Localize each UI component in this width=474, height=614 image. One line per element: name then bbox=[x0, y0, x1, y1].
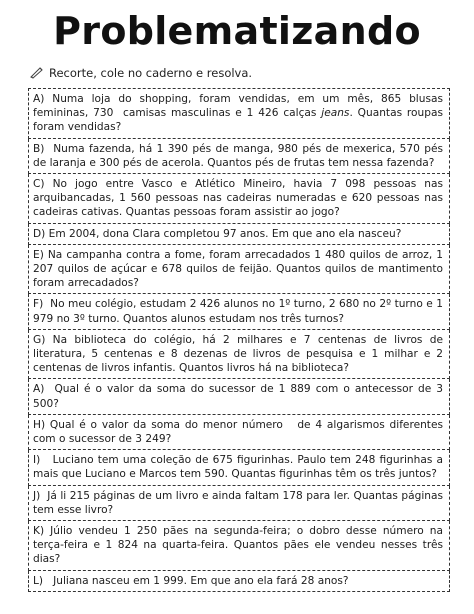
problem-text: F) No meu colégio, estudam 2 426 alunos no 1º turno, 2 680 no 2º turno e 1 979 no 3º turno. Quantos alunos estudam nos três turnos? bbox=[33, 298, 447, 325]
problem-k bbox=[28, 521, 450, 571]
problem-text: B) Numa fazenda, há 1 390 pés de manga, 980 pés de mexerica, 570 pés de laranja e 300 pés de acerola. Quantos pés de frutas tem nessa fazenda? bbox=[33, 142, 447, 169]
problem-a2 bbox=[28, 379, 450, 414]
problem-text: A) Numa loja do shopping, foram vendidas, em um mês, 865 blusas femininas, 730 camisas masculinas e 1 426 calças jeans. Quantas roupas foram vendidas? bbox=[33, 93, 447, 134]
problem-i bbox=[28, 450, 450, 485]
problem-l bbox=[28, 571, 450, 592]
problem-d bbox=[28, 224, 450, 245]
page-title: Problematizando bbox=[53, 9, 421, 53]
problem-text: K) Júlio vendeu 1 250 pães na segunda-feira; o dobro desse número na terça-feira e 1 824 na quarta-feira. Quantos pães ele vendeu nesses três dias? bbox=[33, 525, 447, 566]
instruction bbox=[30, 66, 252, 80]
problem-h bbox=[28, 415, 450, 450]
problem-text: L) Juliana nasceu em 1 999. Em que ano ela fará 28 anos? bbox=[33, 574, 349, 587]
problem-b bbox=[28, 139, 450, 174]
problem-text: A) Qual é o valor da soma do sucessor de 1 889 com o antecessor de 3 500? bbox=[33, 383, 447, 410]
problem-text: I) Luciano tem uma coleção de 675 figurinhas. Paulo tem 248 figurinhas a mais que Luciano e Marcos tem 590. Quantas figurinhas têm os três juntos? bbox=[33, 454, 447, 481]
problem-list bbox=[28, 88, 450, 592]
problem-f bbox=[28, 294, 450, 329]
problem-text: E) Na campanha contra a fome, foram arrecadados 1 480 quilos de arroz, 1 207 quilos de açúcar e 678 quilos de feijão. Quantos quilos de mantimento foram arrecadados? bbox=[33, 248, 447, 290]
problem-e bbox=[28, 245, 450, 295]
italic-word: jeans bbox=[321, 107, 350, 120]
problem-j bbox=[28, 486, 450, 521]
problem-c bbox=[28, 174, 450, 224]
problem-text: G) Na biblioteca do colégio, há 2 milhares e 7 centenas de livros de literatura, 5 centenas e 8 dezenas de livros de pesquisa e 1 milhar e 2 centenas de livros infantis. Quantos livros há na biblioteca? bbox=[33, 333, 447, 375]
problem-text: J) Já li 215 páginas de um livro e ainda faltam 178 para ler. Quantas páginas tem esse livro? bbox=[33, 489, 447, 516]
pencil-icon bbox=[30, 67, 44, 79]
problem-a bbox=[28, 88, 450, 139]
problem-g bbox=[28, 330, 450, 380]
instruction-text: Recorte, cole no caderno e resolva. bbox=[49, 66, 253, 80]
problem-text: H) Qual é o valor da soma do menor número de 4 algarismos diferentes com o sucessor de 3 249? bbox=[33, 418, 447, 446]
problem-text: C) No jogo entre Vasco e Atlético Mineiro, havia 7 098 pessoas nas arquibancadas, 1 560 pessoas nas cadeiras numeradas e 620 pessoas nas cadeiras cativas. Quantas pessoas foram assistir ao jogo? bbox=[33, 178, 447, 219]
problem-text: D) Em 2004, dona Clara completou 97 anos. Em que ano ela nasceu? bbox=[33, 227, 402, 240]
